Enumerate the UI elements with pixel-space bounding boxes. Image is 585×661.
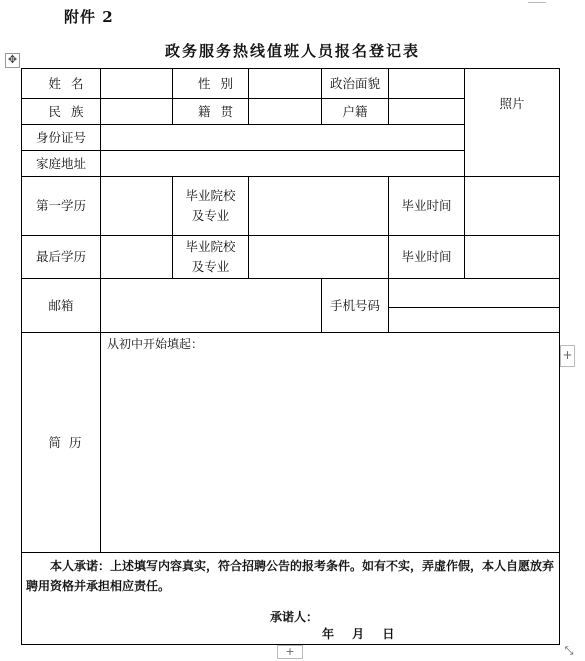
graduate-school-label: [173, 236, 248, 278]
photo-label: 照片: [499, 95, 525, 111]
household-field[interactable]: [389, 99, 464, 124]
home-address-label: 家庭地址: [35, 155, 86, 171]
graduate-school-label-line1: 毕业院校: [185, 239, 236, 254]
phone-label: 手机号码: [329, 297, 380, 313]
photo-field[interactable]: [465, 138, 559, 176]
email-label: 邮箱: [48, 297, 74, 313]
id-number-label: 身份证号: [35, 129, 86, 145]
graduation-time-label: 毕业时间: [401, 249, 452, 264]
graduate-school-label-line1: 毕业院校: [185, 188, 236, 203]
political-status-label: 政治面貌: [329, 75, 380, 91]
name-label: 姓名: [48, 75, 94, 91]
page-corner-mark: [528, 0, 546, 3]
last-graduation-time-field[interactable]: [465, 236, 559, 278]
form-title: 政务服务热线值班人员报名登记表: [164, 42, 420, 60]
ethnicity-field[interactable]: [101, 99, 172, 124]
political-status-field[interactable]: [389, 69, 464, 98]
native-place-label: 籍贯: [197, 103, 243, 119]
household-label: 户籍: [342, 103, 368, 119]
email-field[interactable]: [101, 279, 321, 332]
native-place-field[interactable]: [249, 99, 321, 124]
first-school-field[interactable]: [249, 177, 388, 235]
attachment-label: 附件 2: [64, 8, 114, 26]
last-degree-label: 最后学历: [35, 249, 86, 264]
graduate-school-label-line2: 及专业: [191, 208, 230, 223]
graduate-school-label: [173, 177, 248, 235]
first-degree-field[interactable]: [101, 177, 172, 235]
pledge-text: 本人承诺：上述填写内容真实，符合招聘公告的报考条件。如有不实，弄虚作假，本人自愿放弃聘用资格并承担相应责任。: [26, 559, 555, 593]
graduation-time-label: 毕业时间: [401, 198, 452, 213]
pledger-label: 承诺人：: [270, 610, 319, 624]
resume-field[interactable]: [101, 352, 559, 552]
first-degree-label: 第一学历: [35, 198, 86, 213]
phone-field-extra[interactable]: [389, 308, 559, 332]
resume-hint: 从初中开始填起：: [107, 337, 204, 351]
add-column-plus-icon[interactable]: +: [277, 645, 303, 659]
gender-label: 性别: [197, 75, 243, 91]
table-resize-icon[interactable]: ⤡: [564, 644, 574, 657]
table-move-handle-icon[interactable]: ✥: [5, 53, 20, 68]
pledge-date: 年 月 日: [322, 627, 395, 641]
name-field[interactable]: [101, 69, 172, 98]
row-line: [21, 552, 560, 553]
first-graduation-time-field[interactable]: [465, 177, 559, 235]
phone-field[interactable]: [389, 279, 559, 307]
ethnicity-label: 民族: [48, 103, 94, 119]
id-number-field[interactable]: [101, 125, 464, 150]
last-school-field[interactable]: [249, 236, 388, 278]
graduate-school-label-line2: 及专业: [191, 259, 230, 274]
last-degree-field[interactable]: [101, 236, 172, 278]
add-row-plus-icon[interactable]: +: [560, 345, 575, 367]
home-address-field[interactable]: [101, 151, 464, 176]
resume-label: 简历: [48, 434, 90, 450]
gender-field[interactable]: [249, 69, 321, 98]
